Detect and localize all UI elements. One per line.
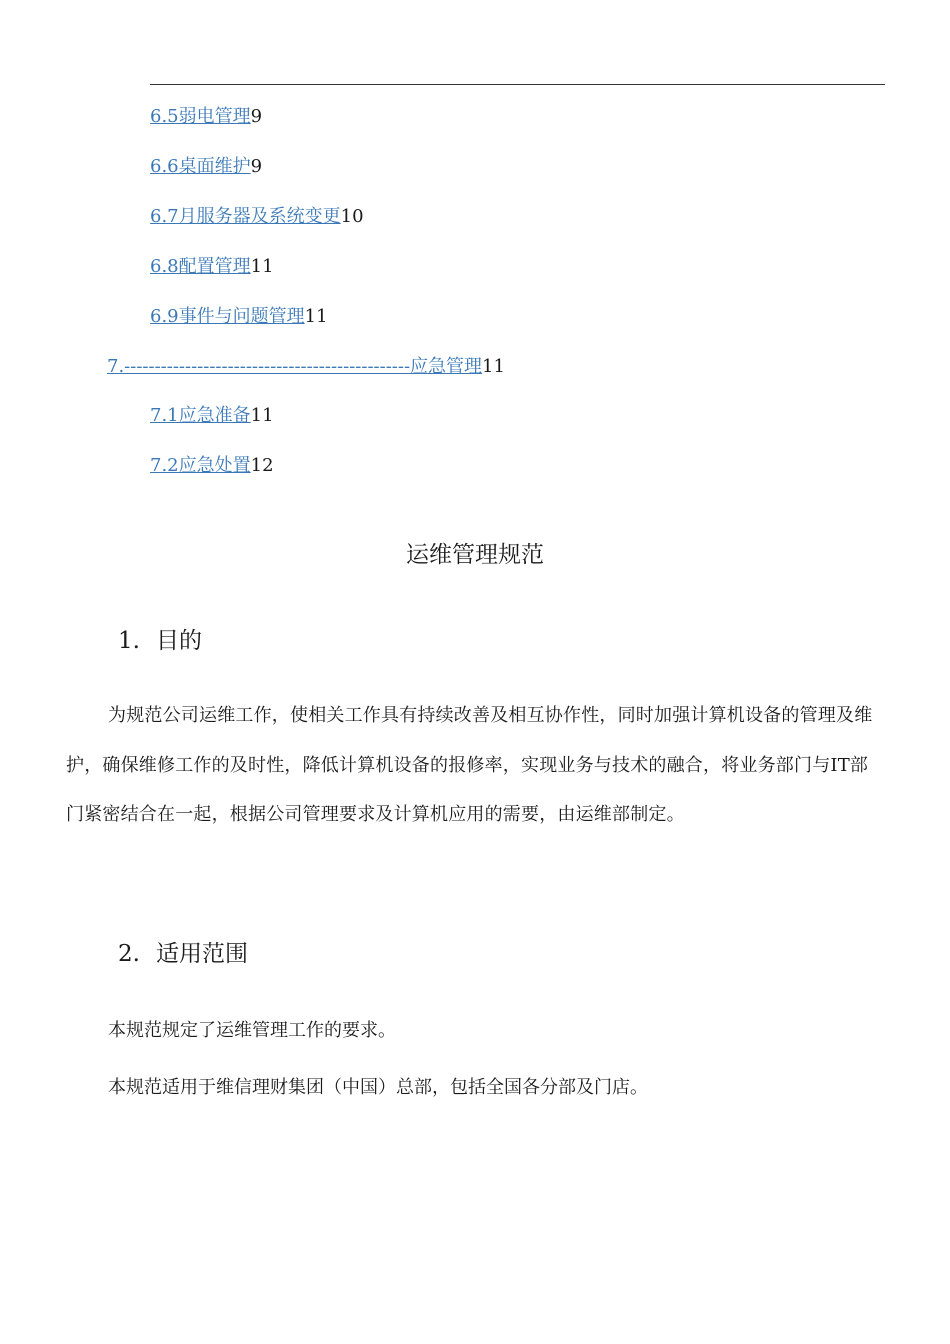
section-heading-2 [118,935,248,968]
toc-link[interactable]: 7.1应急准备 [150,405,251,426]
toc-link[interactable]: 6.8配置管理 [150,256,251,277]
toc-page-number: 11 [250,256,274,277]
toc-page-number: 9 [250,106,263,127]
section-number: 2. [118,941,140,967]
toc-link[interactable]: 7.-----------------------------------------------应急管理 [107,356,483,377]
section-number: 1. [118,628,140,654]
toc-entry-6-6[interactable] [150,156,262,178]
toc-link[interactable]: 7.2应急处置 [150,455,251,476]
toc-entry-7-1[interactable] [150,405,274,427]
section-heading-1 [118,622,202,655]
toc-link[interactable]: 6.7月服务器及系统变更 [150,206,341,227]
toc-page-number: 11 [482,356,505,377]
toc-entry-6-9[interactable] [150,306,328,328]
toc-page-number: 11 [250,405,274,426]
toc-entry-6-5[interactable] [150,106,262,128]
toc-link[interactable]: 6.9事件与问题管理 [150,306,305,327]
toc-page-number: 12 [250,455,274,476]
toc-link[interactable]: 6.6桌面维护 [150,156,251,177]
toc-entry-7[interactable] [107,356,505,378]
document-title: 运维管理规范 [406,542,544,568]
section-1-paragraph: 为规范公司运维工作，使相关工作具有持续改善及相互协作性，同时加强计算机设备的管理及维护，确保维修工作的及时性，降低计算机设备的报修率，实现业务与技术的融合，将业务部门与IT部门紧密结合在一起，根据公司管理要求及计算机应用的需要，由运维部制定。 [66,705,873,825]
toc-entry-6-7[interactable] [150,206,364,228]
toc-page-number: 10 [340,206,364,227]
section-heading-text: 目的 [156,628,202,654]
toc-page-number: 11 [304,306,328,327]
toc-page-number: 9 [250,156,263,177]
toc-entry-6-8[interactable] [150,256,274,278]
toc-link[interactable]: 6.5弱电管理 [150,106,251,127]
section-2-line-1: 本规范规定了运维管理工作的要求。 [108,1020,396,1041]
toc-entry-7-2[interactable] [150,455,274,477]
section-2-line-2: 本规范适用于维信理财集团（中国）总部，包括全国各分部及门店。 [108,1077,648,1098]
header-rule [150,84,885,85]
section-heading-text: 适用范围 [156,941,248,967]
